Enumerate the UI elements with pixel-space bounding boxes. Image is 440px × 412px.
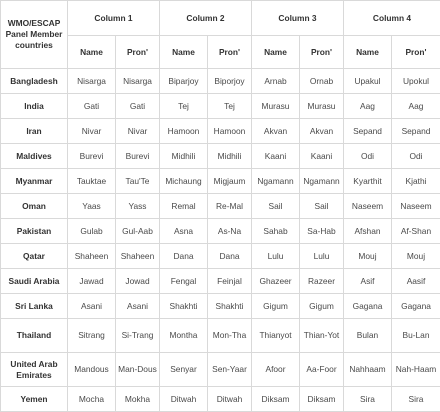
name-cell: Sepand <box>344 119 392 144</box>
name-cell: Thianyot <box>252 319 300 353</box>
pronunciation-cell: Man-Dous <box>116 353 160 387</box>
name-cell: Kaani <box>252 144 300 169</box>
table-row <box>1 269 440 294</box>
column-1-header: Column 1 <box>68 1 160 36</box>
pronunciation-cell: Nivar <box>116 119 160 144</box>
name-cell: Upakul <box>344 69 392 94</box>
column-4-header: Column 4 <box>344 1 440 36</box>
pronunciation-cell: Gati <box>116 94 160 119</box>
pronunciation-cell: Sa-Hab <box>300 219 344 244</box>
pronunciation-cell: Jowad <box>116 269 160 294</box>
name-cell: Yaas <box>68 194 116 219</box>
name-cell: Biparjoy <box>160 69 208 94</box>
pronunciation-cell: Re-Mal <box>208 194 252 219</box>
name-cell: Asif <box>344 269 392 294</box>
pronunciation-cell: Razeer <box>300 269 344 294</box>
table-row <box>1 194 440 219</box>
pronunciation-cell: Thian-Yot <box>300 319 344 353</box>
country-cell: Bangladesh <box>1 69 68 94</box>
table-body <box>1 69 440 412</box>
pronunciation-cell: Naseem <box>392 194 440 219</box>
pronunciation-cell: Ngamann <box>300 169 344 194</box>
name-cell: Ghazeer <box>252 269 300 294</box>
name-cell: Gagana <box>344 294 392 319</box>
country-cell: Saudi Arabia <box>1 269 68 294</box>
name-cell: Mocha <box>68 387 116 412</box>
table-header <box>1 1 440 69</box>
pronunciation-cell: Diksam <box>300 387 344 412</box>
name-cell: Midhili <box>160 144 208 169</box>
country-cell: Sri Lanka <box>1 294 68 319</box>
name-cell: Gulab <box>68 219 116 244</box>
name-cell: Montha <box>160 319 208 353</box>
name-cell: Ditwah <box>160 387 208 412</box>
table-row <box>1 69 440 94</box>
name-cell: Hamoon <box>160 119 208 144</box>
name-cell: Burevi <box>68 144 116 169</box>
pronunciation-cell: Aa-Foor <box>300 353 344 387</box>
column-2-header: Column 2 <box>160 1 252 36</box>
pronunciation-cell: Kjathi <box>392 169 440 194</box>
pronunciation-cell: Akvan <box>300 119 344 144</box>
name-cell: Lulu <box>252 244 300 269</box>
country-cell: India <box>1 94 68 119</box>
name-cell: Sitrang <box>68 319 116 353</box>
name-cell: Michaung <box>160 169 208 194</box>
pronunciation-cell: Nisarga <box>116 69 160 94</box>
pron-subheader: Pron' <box>300 36 344 69</box>
name-cell: Ngamann <box>252 169 300 194</box>
name-cell: Naseem <box>344 194 392 219</box>
name-cell: Nivar <box>68 119 116 144</box>
pronunciation-cell: Mon-Tha <box>208 319 252 353</box>
pronunciation-cell: Sira <box>392 387 440 412</box>
panel-member-header: WMO/ESCAP Panel Member countries <box>1 1 68 69</box>
name-cell: Odi <box>344 144 392 169</box>
table-row <box>1 219 440 244</box>
country-cell: Thailand <box>1 319 68 353</box>
name-cell: Bulan <box>344 319 392 353</box>
pronunciation-cell: Feinjal <box>208 269 252 294</box>
pronunciation-cell: Dana <box>208 244 252 269</box>
pronunciation-cell: Gigum <box>300 294 344 319</box>
pron-subheader: Pron' <box>392 36 440 69</box>
name-cell: Fengal <box>160 269 208 294</box>
pronunciation-cell: Yass <box>116 194 160 219</box>
pronunciation-cell: Kaani <box>300 144 344 169</box>
table-row <box>1 169 440 194</box>
pronunciation-cell: Upokul <box>392 69 440 94</box>
pronunciation-cell: Odi <box>392 144 440 169</box>
name-cell: Tauktae <box>68 169 116 194</box>
pronunciation-cell: Gagana <box>392 294 440 319</box>
country-cell: Oman <box>1 194 68 219</box>
pronunciation-cell: Migjaum <box>208 169 252 194</box>
pron-subheader: Pron' <box>208 36 252 69</box>
name-cell: Shakhti <box>160 294 208 319</box>
name-cell: Mandous <box>68 353 116 387</box>
pronunciation-cell: Mouj <box>392 244 440 269</box>
country-cell: Pakistan <box>1 219 68 244</box>
name-cell: Jawad <box>68 269 116 294</box>
name-cell: Senyar <box>160 353 208 387</box>
pronunciation-cell: Sail <box>300 194 344 219</box>
name-cell: Mouj <box>344 244 392 269</box>
pronunciation-cell: Tau'Te <box>116 169 160 194</box>
header-row-columns <box>1 1 440 36</box>
name-subheader: Name <box>344 36 392 69</box>
name-cell: Aag <box>344 94 392 119</box>
name-cell: Dana <box>160 244 208 269</box>
pronunciation-cell: Ditwah <box>208 387 252 412</box>
name-cell: Tej <box>160 94 208 119</box>
pronunciation-cell: Midhili <box>208 144 252 169</box>
name-cell: Arnab <box>252 69 300 94</box>
name-cell: Asna <box>160 219 208 244</box>
pronunciation-cell: Hamoon <box>208 119 252 144</box>
name-cell: Akvan <box>252 119 300 144</box>
name-cell: Remal <box>160 194 208 219</box>
name-cell: Afshan <box>344 219 392 244</box>
pronunciation-cell: Aag <box>392 94 440 119</box>
table-row <box>1 119 440 144</box>
name-cell: Nahhaam <box>344 353 392 387</box>
pronunciation-cell: Sepand <box>392 119 440 144</box>
name-cell: Nisarga <box>68 69 116 94</box>
name-cell: Diksam <box>252 387 300 412</box>
country-cell: United Arab Emirates <box>1 353 68 387</box>
country-cell: Maldives <box>1 144 68 169</box>
country-cell: Iran <box>1 119 68 144</box>
name-cell: Sira <box>344 387 392 412</box>
name-cell: Gigum <box>252 294 300 319</box>
pronunciation-cell: Si-Trang <box>116 319 160 353</box>
country-cell: Qatar <box>1 244 68 269</box>
pronunciation-cell: Bu-Lan <box>392 319 440 353</box>
pronunciation-cell: Biporjoy <box>208 69 252 94</box>
table-row <box>1 319 440 353</box>
name-cell: Gati <box>68 94 116 119</box>
pronunciation-cell: Shakhti <box>208 294 252 319</box>
pronunciation-cell: Aasif <box>392 269 440 294</box>
pronunciation-cell: Burevi <box>116 144 160 169</box>
name-cell: Murasu <box>252 94 300 119</box>
pronunciation-cell: As-Na <box>208 219 252 244</box>
name-subheader: Name <box>160 36 208 69</box>
pronunciation-cell: Murasu <box>300 94 344 119</box>
table-row <box>1 294 440 319</box>
pronunciation-cell: Nah-Haam <box>392 353 440 387</box>
table-row <box>1 94 440 119</box>
pronunciation-cell: Tej <box>208 94 252 119</box>
name-cell: Kyarthit <box>344 169 392 194</box>
pronunciation-cell: Lulu <box>300 244 344 269</box>
name-cell: Afoor <box>252 353 300 387</box>
pronunciation-cell: Asani <box>116 294 160 319</box>
table-row <box>1 244 440 269</box>
pronunciation-cell: Af-Shan <box>392 219 440 244</box>
name-subheader: Name <box>252 36 300 69</box>
table-row <box>1 353 440 387</box>
column-3-header: Column 3 <box>252 1 344 36</box>
pronunciation-cell: Sen-Yaar <box>208 353 252 387</box>
name-cell: Sahab <box>252 219 300 244</box>
pronunciation-cell: Gul-Aab <box>116 219 160 244</box>
country-cell: Myanmar <box>1 169 68 194</box>
name-cell: Sail <box>252 194 300 219</box>
pronunciation-cell: Mokha <box>116 387 160 412</box>
pronunciation-cell: Ornab <box>300 69 344 94</box>
country-cell: Yemen <box>1 387 68 412</box>
name-subheader: Name <box>68 36 116 69</box>
pron-subheader: Pron' <box>116 36 160 69</box>
name-cell: Shaheen <box>68 244 116 269</box>
pronunciation-cell: Shaheen <box>116 244 160 269</box>
table-row <box>1 144 440 169</box>
name-cell: Asani <box>68 294 116 319</box>
table-row <box>1 387 440 412</box>
